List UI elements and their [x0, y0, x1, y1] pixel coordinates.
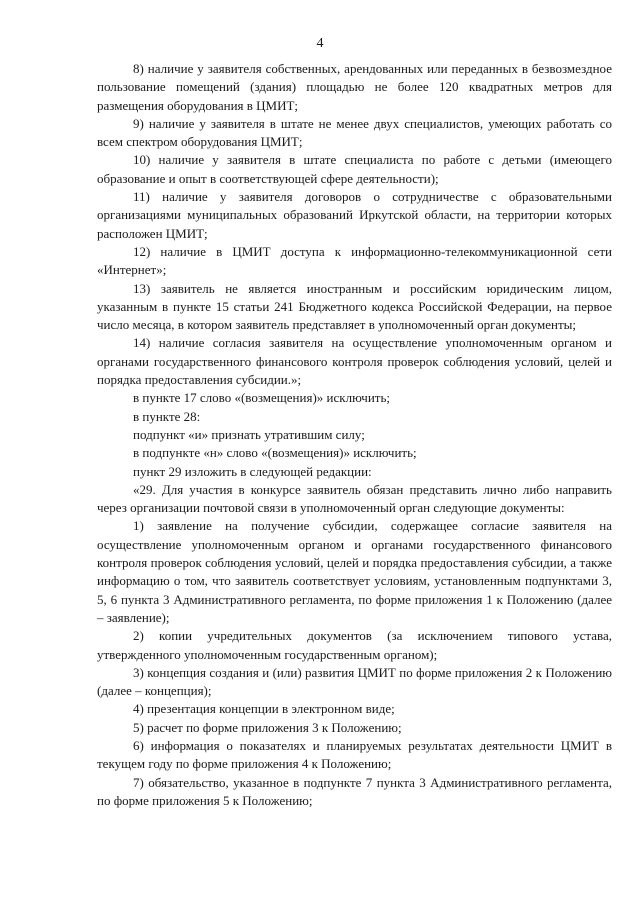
paragraph-item-11: 11) наличие у заявителя договоров о сотрудничестве с образовательными организациями муниципальных образований Иркутской области, на территории которых расположен ЦМИТ; — [97, 189, 612, 241]
paragraph-item-8: 8) наличие у заявителя собственных, арендованных или переданных в безвозмездное пользование помещений (здания) площадью не более 120 квадратных метров для размещения оборудования в ЦМИТ; — [97, 61, 612, 113]
paragraph-amend-29: пункт 29 изложить в следующей редакции: — [133, 463, 372, 479]
paragraph-29-doc-5: 5) расчет по форме приложения 3 к Положению; — [133, 719, 402, 735]
paragraph-29-doc-7: 7) обязательство, указанное в подпункте 7 пункта 3 Административного регламента, по форме приложения 5 к Положению; — [97, 774, 612, 808]
paragraph-item-9: 9) наличие у заявителя в штате не менее двух специалистов, умеющих работать со всем спектром оборудования ЦМИТ; — [97, 115, 612, 150]
paragraph-amend-28: в пункте 28: — [133, 408, 201, 424]
document-body — [97, 60, 612, 810]
paragraph-item-10: 10) наличие у заявителя в штате специалиста по работе с детьми (имеющего образование и опыт в соответствующей сфере деятельности); — [97, 152, 612, 186]
paragraph-29-intro: «29. Для участия в конкурсе заявитель обязан представить лично либо направить через организации почтовой связи в уполномоченный орган следующие документы: — [97, 481, 612, 516]
paragraph-item-12: 12) наличие в ЦМИТ доступа к информационно-телекоммуникационной сети «Интернет»; — [97, 243, 612, 278]
paragraph-29-doc-3: 3) концепция создания и (или) развития ЦМИТ по форме приложения 2 к Положению (далее – концепция); — [97, 664, 612, 699]
paragraph-amend-17: в пункте 17 слово «(возмещения)» исключить; — [133, 390, 390, 406]
paragraph-29-doc-1: 1) заявление на получение субсидии, содержащее согласие заявителя на осуществление уполномоченным органом и органами государственного финансового контроля проверок соблюдения условий, целей и порядка предоставления субсидии, а также информацию о том, что заявитель соответствует условиям, установленным подпунктами 3, 5, 6 пункта 3 Административного регламента, по форме приложения 1 к Положению (далее – заявление); — [97, 518, 612, 625]
page-number: 4 — [316, 36, 324, 51]
paragraph-29-doc-2: 2) копии учредительных документов (за исключением типового устава, утвержденного уполномоченным государственным органом); — [97, 628, 612, 662]
paragraph-amend-28-i: подпункт «и» признать утратившим силу; — [133, 426, 365, 442]
paragraph-item-14: 14) наличие согласия заявителя на осуществление уполномоченным органом и органами государственного финансового контроля проверок соблюдения условий, целей и порядка предоставления субсидии.»; — [97, 335, 612, 388]
paragraph-29-doc-6: 6) информация о показателях и планируемых результатах деятельности ЦМИТ в текущем году по форме приложения 4 к Положению; — [97, 737, 612, 772]
paragraph-item-13: 13) заявитель не является иностранным и российским юридическим лицом, указанным в пункте 15 статьи 241 Бюджетного кодекса Российской Федерации, на первое число месяца, в котором заявитель представляет в уполномоченный орган документы; — [97, 280, 612, 333]
paragraph-29-doc-4: 4) презентация концепции в электронном виде; — [133, 701, 395, 717]
paragraph-amend-28-n: в подпункте «н» слово «(возмещения)» исключить; — [133, 445, 417, 461]
